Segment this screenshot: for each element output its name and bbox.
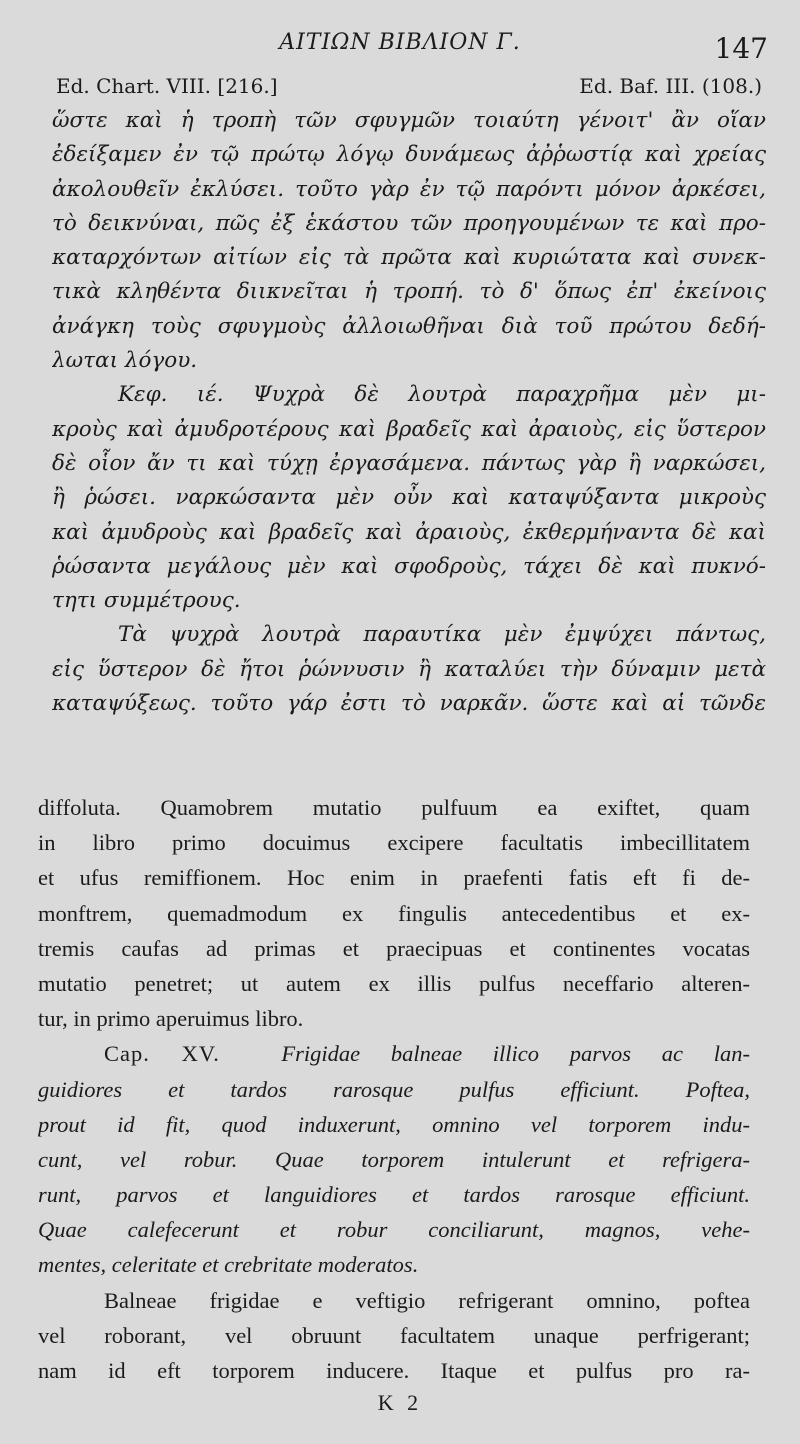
greek-line: καὶ ἀμυδροὺς καὶ βραδεῖς καὶ ἀραιοὺς, ἐκθερμήναντα δὲ καὶ — [52, 519, 766, 545]
italic-line: guidiores et tardos rarosque pulfus efficiunt. Poftea, — [38, 1076, 750, 1102]
greek-line: τητι συμμέτρους. — [52, 588, 241, 614]
greek-line: τὸ δεικνύναι, πῶς ἐξ ἑκάστου τῶν προηγουμένων τε καὶ προ- — [52, 210, 766, 236]
latin-line: vel roborant, vel obruunt facultatem unaque perfrigerant; — [38, 1322, 750, 1348]
latin-line: mutatio penetret; ut autem ex illis pulfus neceffario alteren- — [38, 970, 750, 996]
greek-text-block — [52, 104, 766, 721]
greek-line: ἐδείξαμεν ἐν τῷ πρώτῳ λόγῳ δυνάμεως ἀῤῥωστίᾳ καὶ χρείας — [52, 142, 766, 168]
greek-line: καταψύξεως. τοῦτο γάρ ἐστι τὸ ναρκᾶν. ὥστε καὶ αἱ τῶνδε — [52, 691, 766, 717]
greek-line: καταρχόντων αἰτίων εἰς τὰ πρῶτα καὶ κυριώτατα καὶ συνεκ- — [52, 245, 766, 271]
latin-line-paragraph-start: Balneae frigidae e veftigio refrigerant omnino, poftea — [104, 1287, 750, 1313]
italic-line: Quae calefecerunt et robur conciliarunt, magnos, vehe- — [38, 1217, 750, 1243]
greek-line: τικὰ κληθέντα διικνεῖται ἡ τροπή. τὸ δ' ὅπως ἐπ' ἐκείνοις — [52, 279, 766, 305]
latin-line: in libro primo docuimus excipere facultatis imbecillitatem — [38, 830, 750, 856]
edition-ref-right: Ed. Baf. III. (108.) — [579, 74, 762, 98]
greek-line: ὥστε καὶ ἡ τροπὴ τῶν σφυγμῶν τοιαύτη γένοιτ' ἂν οἵαν — [52, 108, 766, 133]
italic-line: cunt, vel robur. Quae torporem intulerunt et refrigera- — [38, 1146, 750, 1172]
greek-line: κροὺς καὶ ἀμυδροτέρους καὶ βραδεῖς καὶ ἀραιοὺς, εἰς ὕστερον — [52, 416, 766, 442]
greek-line: ἀκολουθεῖν ἐκλύσει. τοῦτο γὰρ ἐν τῷ παρόντι μόνον ἀρκέσει, — [52, 176, 766, 202]
greek-line: λωται λόγου. — [52, 348, 198, 374]
latin-line: nam id eft torporem inducere. Itaque et pulfus pro ra- — [38, 1358, 750, 1383]
page-number: 147 — [714, 32, 768, 65]
greek-line: εἰς ὕστερον δὲ ἤτοι ῥώννυσιν ἢ καταλύει τὴν δύναμιν μετὰ — [52, 656, 766, 682]
chapter-line — [38, 1036, 750, 1071]
italic-line: prout id fit, quod induxerunt, omnino vel torporem indu- — [38, 1111, 750, 1137]
chapter-summary-start: Frigidae balneae illico parvos ac lan- — [281, 1041, 750, 1067]
latin-line: et ufus remiffionem. Hoc enim in praefenti fatis eft fi de- — [38, 865, 750, 891]
greek-line: ἢ ῥώσει. ναρκώσαντα μὲν οὖν καὶ καταψύξαντα μικροὺς — [52, 485, 766, 511]
chapter-label: Cap. XV. — [104, 1041, 220, 1067]
greek-line-chapter-start: Κεφ. ιέ. Ψυχρὰ δὲ λουτρὰ παραχρῆμα μὲν μι- — [118, 382, 766, 408]
greek-line: δὲ οἷον ἄν τι καὶ τύχῃ ἐργασάμενα. πάντως γὰρ ἢ ναρκώσει, — [52, 450, 766, 476]
edition-ref-left: Ed. Chart. VIII. [216.] — [56, 74, 278, 98]
latin-line: tur, in primo aperuimus libro. — [38, 1006, 304, 1032]
italic-line: mentes, celeritate et crebritate moderatos. — [38, 1252, 419, 1278]
latin-line: diffoluta. Quamobrem mutatio pulfuum ea exiftet, quam — [38, 795, 750, 820]
greek-line: ἀνάγκη τοὺς σφυγμοὺς ἀλλοιωθῆναι διὰ τοῦ πρώτου δεδή- — [52, 313, 766, 339]
greek-line: ῥώσαντα μεγάλους μὲν καὶ σφοδροὺς, τάχει δὲ καὶ πυκνό- — [52, 553, 766, 579]
latin-line: tremis caufas ad primas et praecipuas et continentes vocatas — [38, 935, 750, 961]
italic-line: runt, parvos et languidiores et tardos rarosque efficiunt. — [38, 1182, 750, 1208]
latin-line: monftrem, quemadmodum ex fingulis antecedentibus et ex- — [38, 900, 750, 926]
signature-mark: K 2 — [377, 1390, 423, 1415]
greek-line-paragraph-start: Τὰ ψυχρὰ λουτρὰ παραυτίκα μὲν ἐμψύχει πάντως, — [118, 622, 766, 648]
latin-text-block — [38, 790, 750, 1388]
running-title: ΑΙΤΙΩΝ ΒΙΒΛΙΟΝ Γ. — [279, 30, 521, 55]
